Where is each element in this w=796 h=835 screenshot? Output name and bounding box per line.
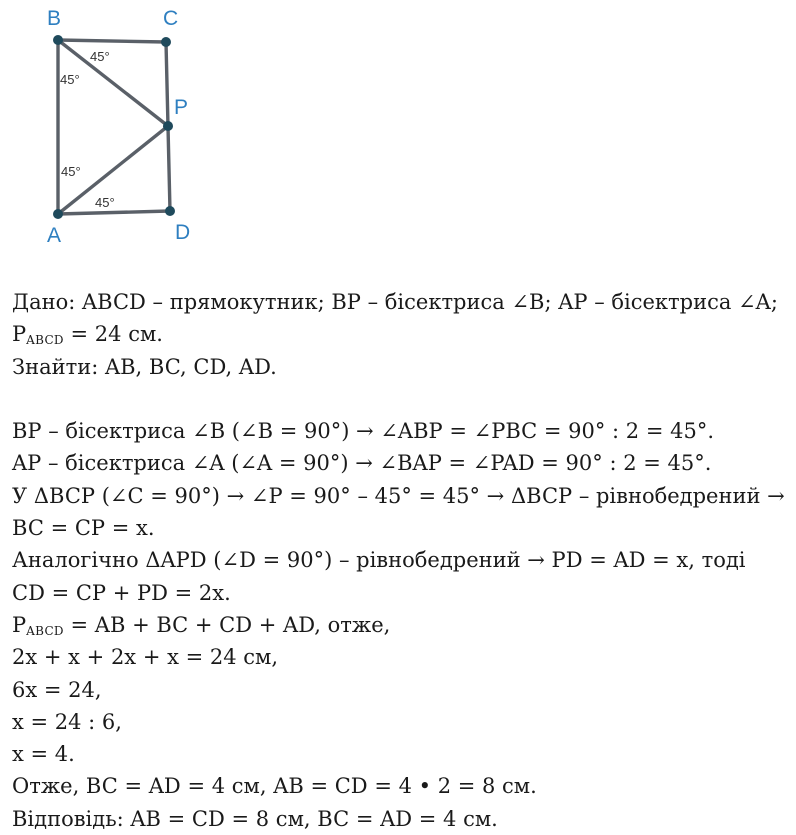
point-b xyxy=(53,35,63,45)
step-line: У ΔBCP (∠C = 90°) → ∠P = 90° – 45° = 45° → ΔBCP – рівнобедрений → xyxy=(12,483,785,508)
point-a xyxy=(53,209,63,219)
vertex-label-a: A xyxy=(47,224,62,247)
angle-label-abp: 45° xyxy=(60,72,80,87)
step-line: AP – бісектриса ∠A (∠A = 90°) → ∠BAP = ∠PAD = 90° : 2 = 45°. xyxy=(12,451,712,476)
given-perimeter-line xyxy=(12,318,790,350)
solution-text xyxy=(12,286,790,835)
angle-label-pad: 45° xyxy=(95,195,115,210)
point-p xyxy=(163,121,173,131)
side-bc xyxy=(58,40,166,42)
blank-line xyxy=(12,383,790,415)
conclusion-line: Отже, BC = AD = 4 см, AB = CD = 4 • 2 = 8 см. xyxy=(12,774,537,799)
given-line: Дано: ABCD – прямокутник; BP – бісектриса ∠B; AP – бісектриса ∠A; xyxy=(12,290,778,314)
step-line: BP – бісектриса ∠B (∠B = 90°) → ∠ABP = ∠PBC = 90° : 2 = 45°. xyxy=(12,419,715,444)
answer-line: Відповідь: AB = CD = 8 см, BC = AD = 4 см. xyxy=(12,806,498,831)
equation-line: 6x = 24, xyxy=(12,677,102,702)
equation-line: x = 4. xyxy=(12,742,75,767)
perimeter-symbol: P xyxy=(12,612,27,637)
angle-label-bap: 45° xyxy=(61,164,81,179)
perimeter-subscript: ABCD xyxy=(26,333,64,348)
perimeter-value: = 24 см. xyxy=(63,322,163,347)
step-line: CD = CP + PD = 2x. xyxy=(12,580,231,605)
perimeter-formula: = AB + BC + CD + AD, отже, xyxy=(63,612,391,637)
equation-line: x = 24 : 6, xyxy=(12,709,122,734)
step-line: BC = CP = x. xyxy=(12,516,155,541)
rectangle-figure xyxy=(0,0,260,262)
vertex-label-d: D xyxy=(175,221,191,244)
vertex-label-b: B xyxy=(47,7,62,30)
vertex-label-c: C xyxy=(163,7,179,30)
perimeter-subscript: ABCD xyxy=(26,623,64,638)
vertex-label-p: P xyxy=(174,96,189,119)
step-line: Аналогічно ΔAPD (∠D = 90°) – рівнобедрений → PD = AD = x, тоді xyxy=(12,548,746,573)
point-c xyxy=(161,37,171,47)
perimeter-symbol: P xyxy=(12,322,27,347)
perimeter-formula-line xyxy=(12,609,790,641)
side-ad xyxy=(58,211,170,214)
find-line: Знайти: AB, BC, CD, AD. xyxy=(12,354,277,379)
equation-line: 2x + x + 2x + x = 24 см, xyxy=(12,645,279,670)
point-d xyxy=(165,206,175,216)
angle-label-cbp: 45° xyxy=(90,49,110,64)
